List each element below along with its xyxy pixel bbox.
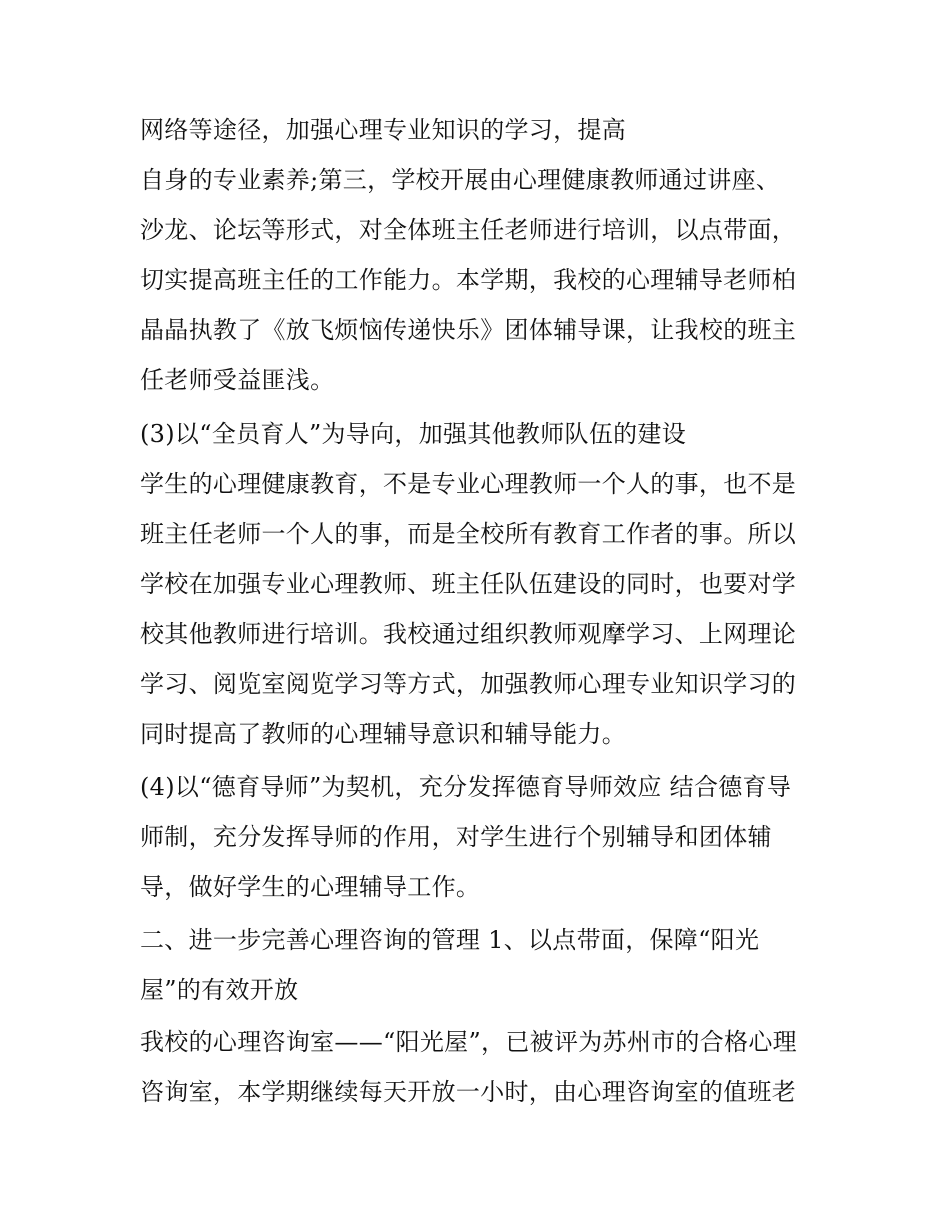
text-line: 学习、阅览室阅览学习等方式，加强教师心理专业知识学习的 <box>140 670 797 698</box>
text-line: 自身的专业素养;第三，学校开展由心理健康教师通过讲座、 <box>140 166 781 194</box>
text-line: 校其他教师进行培训。我校通过组织教师观摩学习、上网理论 <box>140 620 797 648</box>
text-line: 班主任老师一个人的事，而是全校所有教育工作者的事。所以 <box>140 520 797 548</box>
text-line: 师制，充分发挥导师的作用，对学生进行个别辅导和团体辅 <box>140 823 772 851</box>
text-line: 学生的心理健康教育，不是专业心理教师一个人的事，也不是 <box>140 470 797 498</box>
section-heading: 二、进一步完善心理咨询的管理 1、以点带面，保障“阳光 <box>140 926 760 954</box>
section-heading-continued: 屋”的有效开放 <box>140 976 299 1004</box>
text-line: 导，做好学生的心理辅导工作。 <box>140 873 481 901</box>
text-line: 我校的心理咨询室——“阳光屋”，已被评为苏州市的合格心理 <box>140 1028 797 1056</box>
text-line: 沙龙、论坛等形式，对全体班主任老师进行培训，以点带面， <box>140 216 797 244</box>
section-heading: (4)以“德育导师”为契机，充分发挥德育导师效应 结合德育导 <box>140 773 792 801</box>
text-line: 晶晶执教了《放飞烦恼传递快乐》团体辅导课，让我校的班主 <box>140 316 797 344</box>
text-line: 网络等途径，加强心理专业知识的学习，提高 <box>140 116 626 144</box>
text-line: 咨询室，本学期继续每天开放一小时，由心理咨询室的值班老 <box>140 1078 797 1106</box>
text-line: 同时提高了教师的心理辅导意识和辅导能力。 <box>140 720 626 748</box>
section-heading: (3)以“全员育人”为导向，加强其他教师队伍的建设 <box>140 420 687 448</box>
text-line: 任老师受益匪浅。 <box>140 366 335 394</box>
text-line: 切实提高班主任的工作能力。本学期，我校的心理辅导老师柏 <box>140 266 797 294</box>
text-line: 学校在加强专业心理教师、班主任队伍建设的同时，也要对学 <box>140 570 797 598</box>
